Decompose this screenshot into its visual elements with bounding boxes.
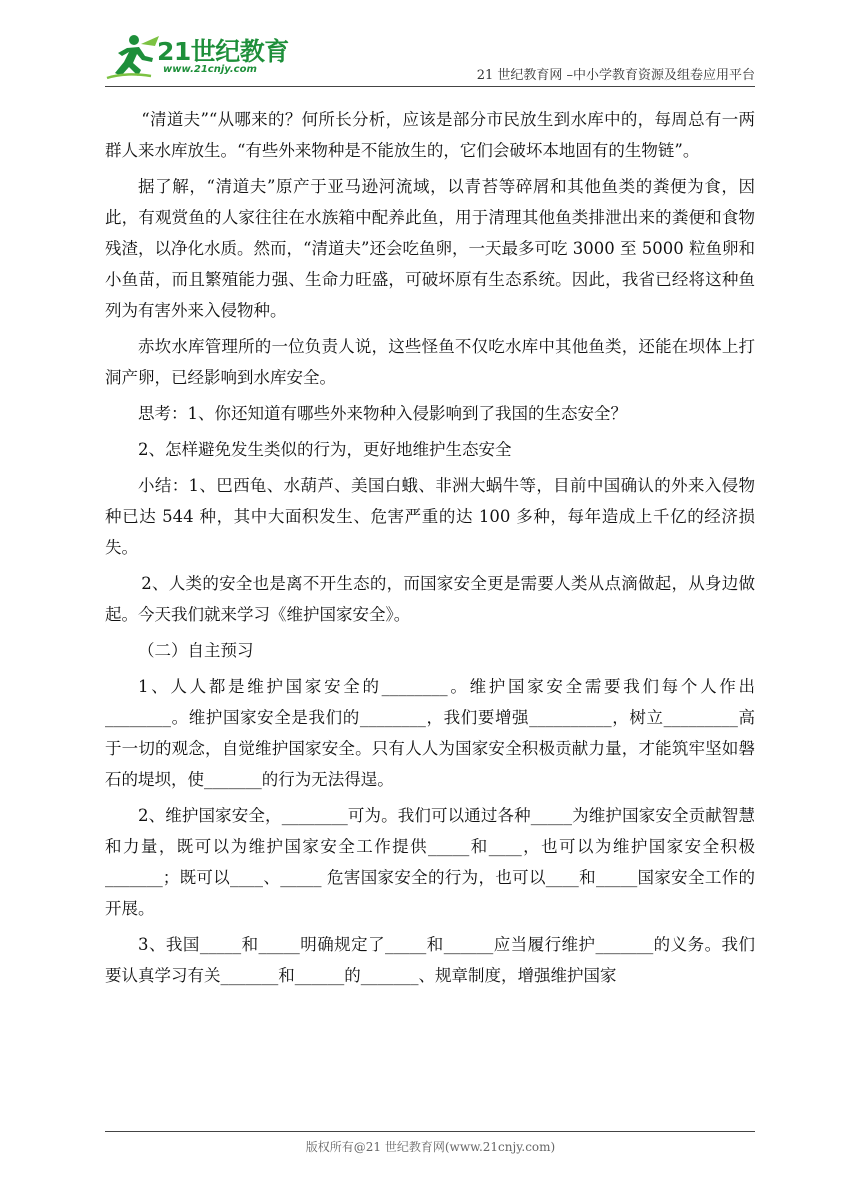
- footer-divider: [105, 1131, 755, 1132]
- paragraph: 小结：1、巴西龟、水葫芦、美国白蛾、非洲大蜗牛等，目前中国确认的外来入侵物种已达 544 种，其中大面积发生、危害严重的达 100 多种，每年造成上千亿的经济损失。: [105, 476, 755, 557]
- header-divider: [105, 86, 755, 87]
- paragraph: “清道夫”“从哪来的？何所长分析，应该是部分市民放生到水库中的，每周总有一两群人来水库放生。“有些外来物种是不能放生的，它们会破坏本地固有的生物链”。: [105, 110, 755, 160]
- page-footer: 版权所有@21 世纪教育网(www.21cnjy.com): [305, 1140, 556, 1154]
- logo-wordmark: 21世纪教育: [157, 37, 289, 66]
- paragraph: 3、我国_____和_____明确规定了_____和______应当履行维护_______的义务。我们要认真学习有关_______和______的_______、规章制度，增强维护国家: [105, 935, 755, 985]
- site-tagline: 21 世纪教育网 –中小学教育资源及组卷应用平台: [476, 68, 755, 83]
- logo-url: www.21cnjy.com: [163, 64, 257, 75]
- document-body: [105, 104, 755, 991]
- paragraph: 据了解，“清道夫”原产于亚马逊河流域，以青苔等碎屑和其他鱼类的粪便为食，因此，有观赏鱼的人家往往在水族箱中配养此鱼，用于清理其他鱼类排泄出来的粪便和食物残渣，以净化水质。然而，“清道夫”还会吃鱼卵，一天最多可吃 3000 至 5000 粒鱼卵和小鱼苗，而且繁殖能力强、生命力旺盛，可破坏原有生态系统。因此，我省已经将这种鱼列为有害外来入侵物种。: [105, 177, 755, 320]
- paragraph: 2、人类的安全也是离不开生态的，而国家安全更是需要人类从点滴做起，从身边做起。今天我们就来学习《维护国家安全》。: [105, 574, 755, 624]
- paragraph: 赤坎水库管理所的一位负责人说，这些怪鱼不仅吃水库中其他鱼类，还能在坝体上打洞产卵，已经影响到水库安全。: [105, 337, 755, 387]
- paragraph: 思考：1、你还知道有哪些外来物种入侵影响到了我国的生态安全？: [138, 404, 627, 423]
- site-logo: [105, 30, 305, 82]
- paragraph: 2、怎样避免发生类似的行为，更好地维护生态安全: [138, 440, 512, 459]
- paragraph: 1、人人都是维护国家安全的________。维护国家安全需要我们每个人作出________。维护国家安全是我们的________，我们要增强__________，树立_________高于一切的观念，自觉维护国家安全。只有人人为国家安全积极贡献力量，才能筑牢坚如磐石的堤坝，使_______的行为无法得逞。: [105, 677, 755, 789]
- paragraph: 2、维护国家安全，________可为。我们可以通过各种_____为维护国家安全贡献智慧和力量，既可以为维护国家安全工作提供_____和____，也可以为维护国家安全积极_______；既可以____、_____ 危害国家安全的行为，也可以____和_____国家安全工作的开展。: [105, 806, 755, 918]
- runner-logo-icon: [105, 32, 161, 80]
- section-heading: （二）自主预习: [138, 641, 254, 660]
- page-header: [105, 30, 755, 86]
